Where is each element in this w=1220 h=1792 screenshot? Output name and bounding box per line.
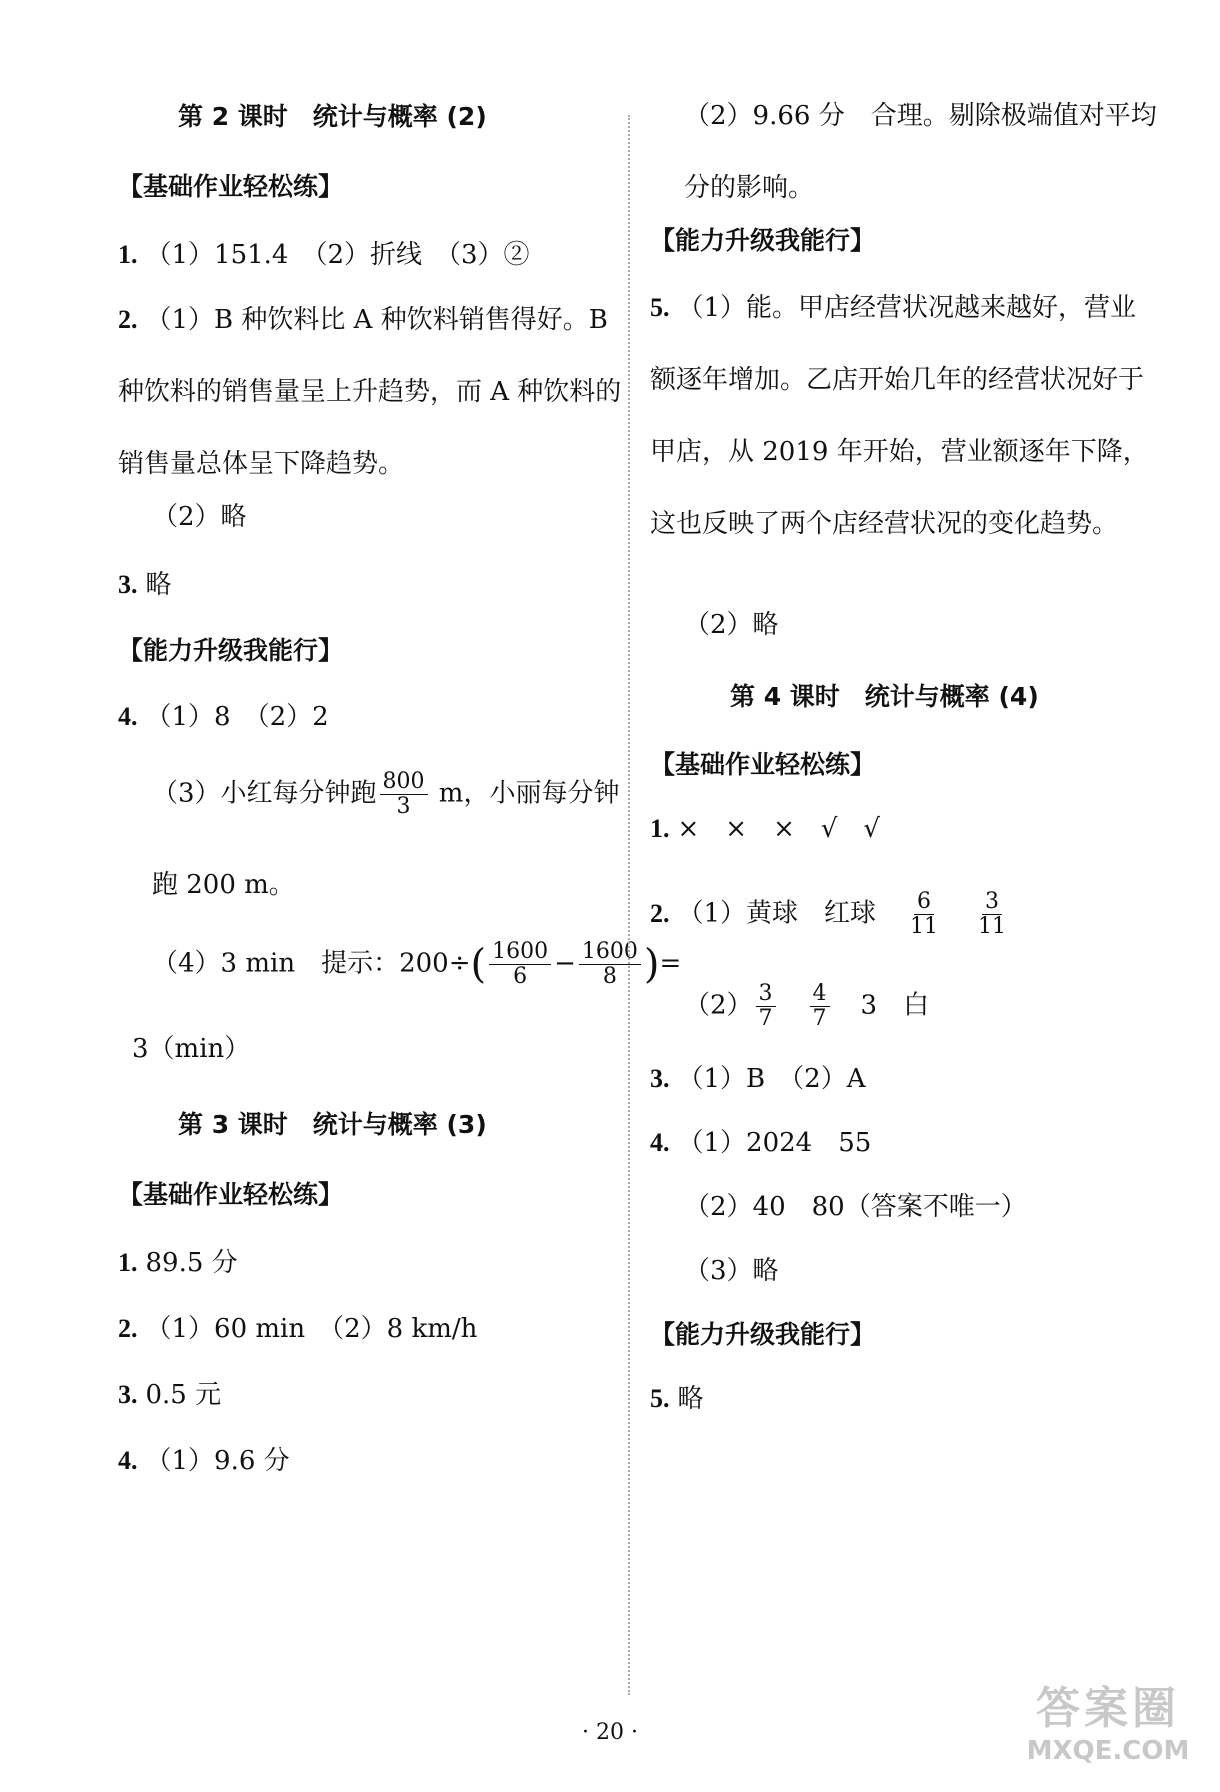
- answer-5: [650, 272, 1162, 560]
- answer-4: [118, 700, 329, 734]
- question-number: 5.: [650, 1384, 670, 1413]
- question-number: 4.: [118, 1446, 138, 1475]
- watermark-url: MXQE.COM: [1026, 1736, 1190, 1766]
- answer-text: （1）151.4 （2）折线 （3）②: [145, 240, 530, 270]
- section-basic-practice: 【基础作业轻松练】: [118, 172, 344, 201]
- lesson-2-title: 第 2 课时 统计与概率 (2): [178, 102, 487, 131]
- answer-text: 略: [145, 570, 172, 600]
- answer-text: m，小丽每分钟: [430, 778, 620, 809]
- answer-text: 89.5 分: [145, 1248, 238, 1278]
- minus-sign: −: [554, 948, 576, 979]
- answer-text: （1）8 （2）2: [145, 702, 329, 732]
- answer-2: [118, 284, 623, 500]
- question-number: 2.: [118, 305, 138, 334]
- answer-text: 略: [677, 1384, 704, 1414]
- answer-2-part-2: [650, 982, 929, 1031]
- watermark-logo: [1018, 1682, 1198, 1772]
- numerator: 1600: [489, 940, 551, 965]
- answer-4-part-2: （2）40 80（答案不唯一）: [684, 1192, 1027, 1222]
- question-number: 3.: [650, 1064, 670, 1093]
- answer-text: × × × √ √: [677, 814, 880, 844]
- numerator: 3: [756, 982, 776, 1007]
- answer-text: （2）: [684, 990, 753, 1021]
- answer-text: （4）3 min 提示：200÷: [152, 948, 471, 979]
- denominator: 6: [513, 964, 528, 989]
- equals-sign: =: [659, 948, 682, 979]
- question-number: 4.: [650, 1128, 670, 1157]
- question-number: 4.: [118, 702, 138, 731]
- answer-4-part-2: （2）9.66 分 合理。剔除极端值对平均分的影响。: [684, 101, 1157, 203]
- fraction: [489, 940, 551, 989]
- denominator: 11: [910, 914, 939, 939]
- answer-1: [118, 1246, 238, 1280]
- answer-4-part-3-cont: 跑 200 m。: [152, 870, 295, 900]
- answer-1: [118, 238, 530, 272]
- answer-text: （1）2024 55: [677, 1128, 872, 1158]
- question-number: 1.: [118, 240, 138, 269]
- answer-text: （1）能。甲店经营状况越来越好，营业额逐年增加。乙店开始几年的经营状况好于甲店，从 2019 年开始，营业额逐年下降，这也反映了两个店经营状况的变化趋势。: [650, 293, 1149, 539]
- answer-2-part-2: （2）略: [152, 502, 247, 532]
- question-number: 1.: [650, 814, 670, 843]
- fraction: [579, 940, 641, 989]
- page-number: · 20 ·: [582, 1720, 638, 1745]
- watermark-text: 答案圈: [1036, 1683, 1180, 1734]
- numerator: 6: [914, 890, 934, 915]
- lesson-4-title: 第 4 课时 统计与概率 (4): [730, 682, 1039, 711]
- section-basic-practice: 【基础作业轻松练】: [650, 750, 876, 779]
- answer-text: （1）9.6 分: [145, 1446, 290, 1476]
- answer-4-part-3: （3）略: [684, 1256, 779, 1286]
- answer-3: [118, 1378, 221, 1412]
- answer-text: （3）小红每分钟跑: [152, 778, 377, 809]
- answer-text: （1）黄球 红球: [677, 898, 877, 929]
- fraction: [810, 982, 830, 1031]
- denominator: 8: [602, 964, 617, 989]
- answer-5: [650, 1382, 704, 1416]
- answer-text: （1）B （2）A: [677, 1064, 866, 1094]
- answer-2: [650, 890, 1012, 939]
- column-divider: [628, 115, 630, 1695]
- section-ability: 【能力升级我能行】: [650, 226, 876, 255]
- answer-text: 0.5 元: [145, 1380, 222, 1410]
- section-ability: 【能力升级我能行】: [118, 636, 344, 665]
- question-number: 3.: [118, 570, 138, 599]
- answer-2: [118, 1312, 477, 1346]
- denominator: 7: [812, 1006, 827, 1031]
- section-basic-practice: 【基础作业轻松练】: [118, 1180, 344, 1209]
- question-number: 1.: [118, 1248, 138, 1277]
- fraction: [756, 982, 776, 1031]
- denominator: 11: [978, 914, 1007, 939]
- answer-3: [118, 568, 172, 602]
- fraction: [380, 770, 428, 819]
- denominator: 7: [758, 1006, 773, 1031]
- answer-4-part-4-cont: 3（min）: [132, 1034, 251, 1064]
- answer-text: （1）B 种饮料比 A 种饮料销售得好。B 种饮料的销售量呈上升趋势，而 A 种饮料的销售量总体呈下降趋势。: [118, 305, 622, 479]
- numerator: 3: [982, 890, 1002, 915]
- answer-text: 3 白: [860, 990, 930, 1021]
- question-number: 5.: [650, 293, 670, 322]
- lesson-3-title: 第 3 课时 统计与概率 (3): [178, 1110, 487, 1139]
- answer-3: [650, 1062, 865, 1096]
- answer-1: [650, 812, 880, 846]
- answer-4: [118, 1444, 290, 1478]
- answer-text: （1）60 min （2）8 km/h: [145, 1314, 478, 1344]
- answer-4-part-3: [118, 770, 619, 819]
- fraction: [907, 890, 941, 939]
- question-number: 2.: [118, 1314, 138, 1343]
- denominator: 3: [396, 794, 411, 819]
- answer-5-part-2: （2）略: [684, 610, 779, 640]
- numerator: 1600: [579, 940, 641, 965]
- answer-4-part-4: （4）3 min 提示：200÷( $\frac{1600}{6}$ − $\frac{1600}{8}$ )=: [152, 939, 682, 989]
- answer-4: [650, 1126, 871, 1160]
- fraction: [975, 890, 1009, 939]
- question-number: 3.: [118, 1380, 138, 1409]
- section-ability: 【能力升级我能行】: [650, 1320, 876, 1349]
- question-number: 2.: [650, 898, 670, 928]
- numerator: 4: [810, 982, 830, 1007]
- numerator: 800: [380, 770, 428, 795]
